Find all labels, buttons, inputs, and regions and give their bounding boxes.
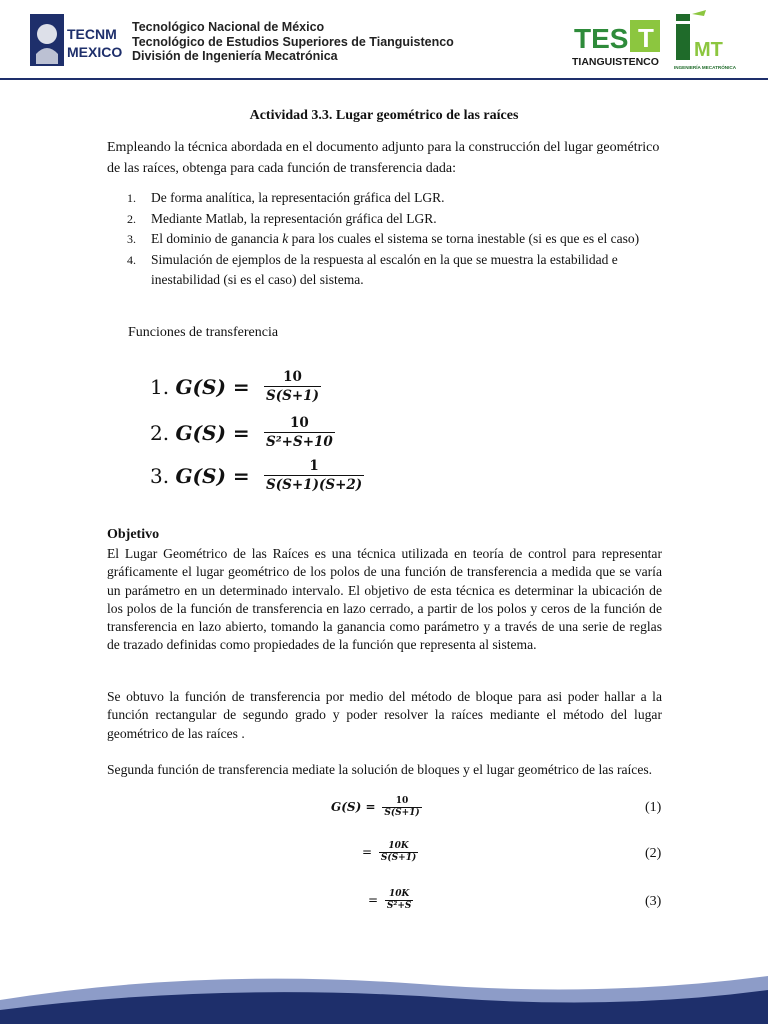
equation-lhs: = — [362, 845, 373, 859]
list-item-number: 3. — [127, 232, 136, 246]
institution-line-2: Tecnológico de Estudios Superiores de Tianguistenco — [132, 34, 454, 49]
list-item-number: 2. — [127, 211, 136, 226]
equation-fraction — [379, 841, 418, 864]
footer-wave-decoration — [0, 960, 768, 1024]
equation-fraction — [385, 889, 413, 912]
equation-fraction — [382, 796, 421, 819]
second-function-paragraph: Segunda función de transferencia mediate la solución de bloques y el lugar geométrico de las raíces. — [107, 762, 653, 777]
imt-mecatronica-logo — [672, 8, 744, 72]
formula-fraction — [264, 368, 321, 405]
gain-variable: k — [282, 231, 289, 246]
functions-label: Funciones de transferencia — [128, 325, 279, 340]
institution-line-1: Tecnológico Nacional de México — [132, 20, 325, 34]
objective-paragraph: El Lugar Geométrico de las Raíces es una técnica utilizada en teoría de control para representar gráficamente el lugar geométrico de los polos de una función de transferencia a medida que se varía un parámetro en un determinado intervalo. El objetivo de esta técnica es determinar la ubicación de los polos de la función de transferencia en lazo cerrado, a partir de los polos y ceros de la función de transferencia en lazo abierto, tomando la ganancia como parámetro y a través de una serie de reglas de trazado definidas como propiedades de la función que representa al sistema. — [107, 546, 662, 653]
institution-names — [132, 20, 454, 64]
equation-3 — [368, 889, 413, 912]
imt-logo-subtitle: INGENIERÍA MECATRÓNICA — [674, 65, 737, 70]
equation-1 — [331, 796, 422, 819]
equation-lhs: G(S) = — [331, 800, 376, 814]
fraction-denominator: S(S+1)(S+2) — [265, 477, 363, 493]
imt-logo-text: MT — [694, 39, 723, 61]
equation-2 — [362, 841, 418, 864]
task-list — [107, 188, 662, 291]
formula-index: 3. — [150, 463, 170, 488]
list-item-number: 1. — [127, 191, 136, 205]
tes-tianguistenco-logo — [572, 10, 666, 70]
fraction-numerator: 1 — [309, 458, 319, 474]
fraction-numerator: 10 — [283, 369, 302, 385]
list-item — [107, 188, 662, 209]
formula-lhs: G(S) = — [175, 374, 250, 399]
fraction-denominator: S(S+1) — [265, 388, 319, 404]
formula-lhs: G(S) = — [175, 420, 250, 445]
list-item-text: Simulación de ejemplos de la respuesta al escalón en la que se muestra la estabilidad e inestabilidad (si es el caso) del sistema. — [151, 251, 618, 287]
fraction-numerator: 10 — [395, 796, 409, 806]
fraction-numerator: 10K — [388, 841, 409, 851]
list-item-text: De forma analítica, la representación gráfica del LGR. — [151, 190, 445, 205]
equation-number-3: (3) — [645, 894, 662, 909]
formula-lhs: G(S) = — [175, 463, 250, 488]
fraction-numerator: 10K — [388, 889, 410, 899]
equation-number-2: (2) — [645, 846, 662, 861]
page-header — [0, 0, 768, 80]
intro-paragraph: Empleando la técnica abordada en el documento adjunto para la construcción del lugar geométrico de las raíces, obtenga para cada función de transferencia dada: — [107, 140, 660, 176]
formula-index: 1. — [150, 374, 170, 399]
tes-logo-subtitle: TIANGUISTENCO — [572, 56, 659, 68]
list-item-text-post: para los cuales el sistema se torna inestable (si es que es el caso) — [288, 231, 640, 246]
fraction-denominator: S²+S+10 — [265, 434, 333, 450]
transfer-function-2 — [150, 414, 335, 454]
page-title: Actividad 3.3. Lugar geométrico de las raíces — [249, 108, 519, 123]
method-paragraph: Se obtuvo la función de transferencia por medio del método de bloque para asi poder hallar a la función rectangular de segundo grado y poder resolver la raíces mediante el método del lugar geométrico de las raíces . — [107, 689, 662, 741]
list-item — [107, 209, 662, 230]
list-item — [107, 250, 662, 291]
list-item-text-pre: El dominio de ganancia — [151, 231, 283, 246]
mexico-logo-text: MEXICO — [67, 44, 122, 60]
list-item-number: 4. — [127, 252, 136, 267]
fraction-denominator: S²+S — [386, 901, 412, 911]
fraction-denominator: S(S+1) — [380, 853, 417, 863]
list-item — [107, 229, 662, 250]
institution-line-3: División de Ingeniería Mecatrónica — [132, 49, 338, 63]
tecnm-logo — [30, 14, 122, 66]
formula-fraction — [264, 457, 364, 494]
equation-lhs: = — [368, 893, 379, 907]
transfer-function-1 — [150, 368, 321, 408]
tecnm-logo-text: TECNM — [67, 26, 117, 42]
tes-logo-text: TES — [574, 23, 629, 54]
formula-index: 2. — [150, 420, 170, 445]
equation-number-1: (1) — [645, 800, 662, 815]
tes-logo-letter: T — [638, 23, 654, 53]
fraction-denominator: S(S+1) — [384, 808, 420, 818]
list-item-text: Mediante Matlab, la representación gráfica del LGR. — [151, 210, 437, 226]
fraction-numerator: 10 — [290, 415, 309, 431]
objective-heading: Objetivo — [107, 527, 160, 542]
transfer-function-3 — [150, 457, 364, 497]
formula-fraction — [264, 414, 335, 451]
header-divider — [0, 78, 768, 80]
